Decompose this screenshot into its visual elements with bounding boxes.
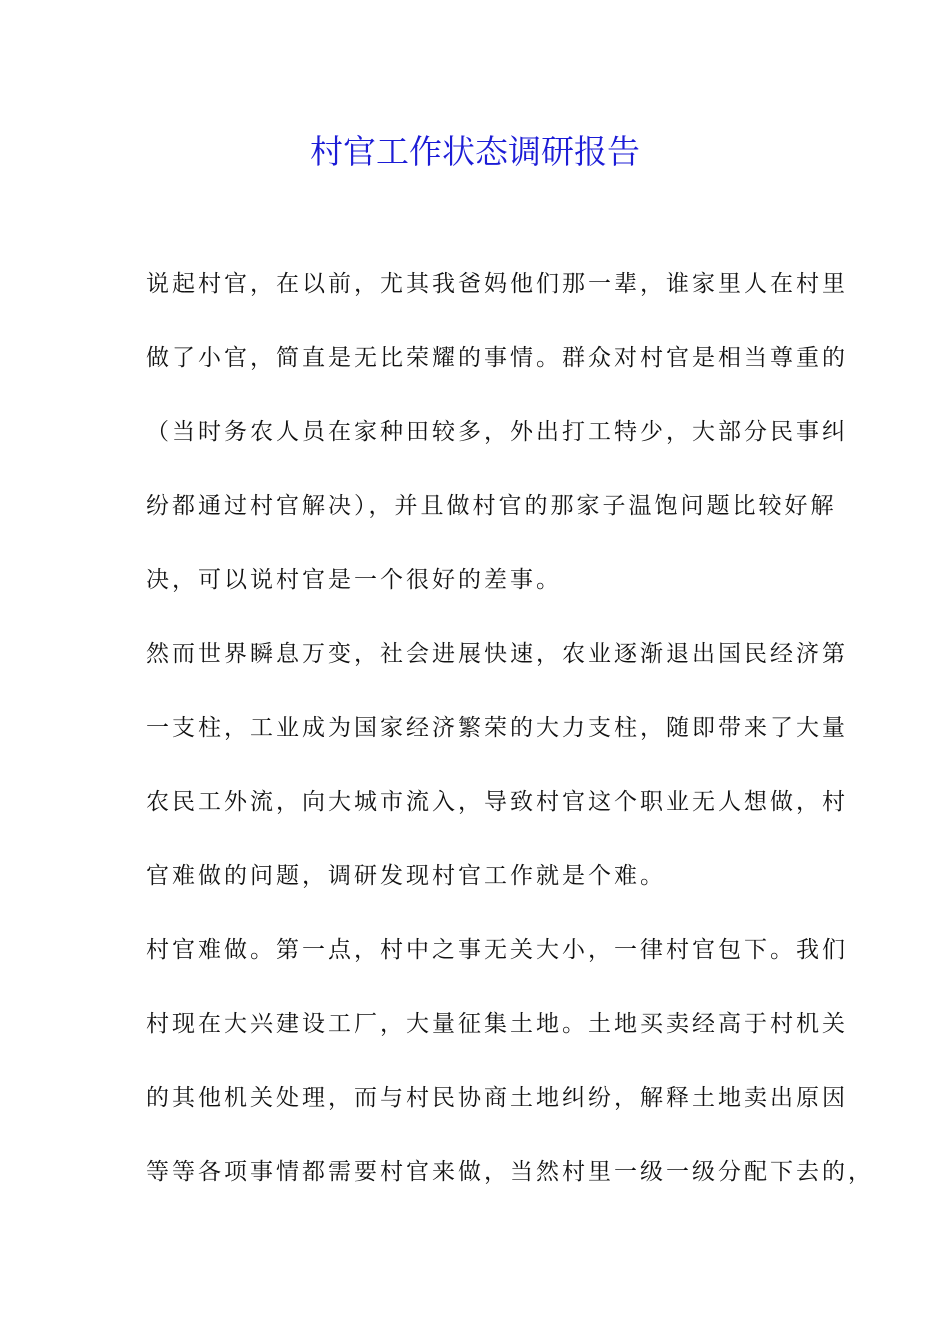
paragraph <box>146 632 848 928</box>
text-line: 纷都通过村官解决），并且做村官的那家子温饱问题比较好解 <box>146 493 837 519</box>
text-line: 一支柱，工业成为国家经济繁荣的大力支柱，随即带来了大量 <box>146 715 848 741</box>
text-line: 等等各项事情都需要村官来做，当然村里一级一级分配下去的， <box>146 1159 874 1185</box>
text-line: 官难做的问题，调研发现村官工作就是个难。 <box>146 863 666 889</box>
paragraph <box>146 262 848 632</box>
text-line: 决，可以说村官是一个很好的差事。 <box>146 567 562 593</box>
text-line: 做了小官，简直是无比荣耀的事情。群众对村官是相当尊重的 <box>146 345 848 371</box>
text-line: （当时务农人员在家种田较多，外出打工特少，大部分民事纠 <box>146 419 848 445</box>
document-body <box>146 262 874 1224</box>
text-line: 农民工外流，向大城市流入，导致村官这个职业无人想做，村 <box>146 789 848 815</box>
text-line: 村现在大兴建设工厂，大量征集土地。土地买卖经高于村机关 <box>146 1011 848 1037</box>
text-line: 然而世界瞬息万变，社会进展快速，农业逐渐退出国民经济第 <box>146 641 848 667</box>
document-title: 村官工作状态调研报告 <box>310 132 640 171</box>
paragraph <box>146 928 874 1224</box>
text-line: 的其他机关处理，而与村民协商土地纠纷，解释土地卖出原因 <box>146 1085 848 1111</box>
text-line: 说起村官，在以前，尤其我爸妈他们那一辈，谁家里人在村里 <box>146 271 848 297</box>
text-line: 村官难做。第一点，村中之事无关大小，一律村官包下。我们 <box>146 937 848 963</box>
